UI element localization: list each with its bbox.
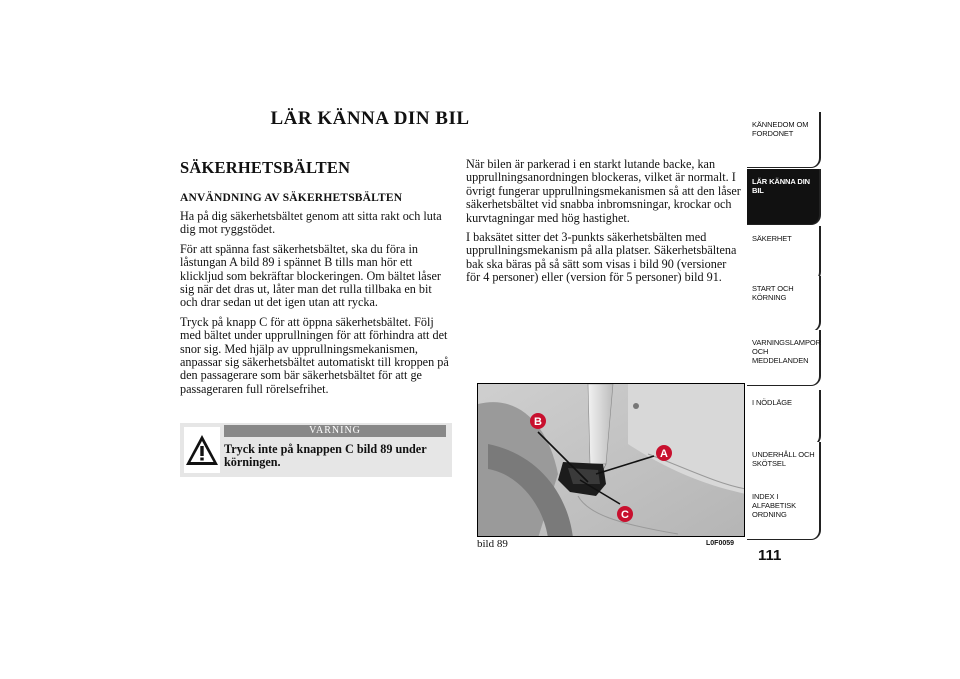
paragraph: I baksätet sitter det 3-punkts säkerhetsbälten med upprullningsmekanism på alla platser. Säkerhetsbältena bak ska bäras på så sätt som visas i bild 90 (versioner för 4 personer) eller (version för 5 personer) bild 91.: [466, 230, 737, 285]
callout-b: B: [534, 416, 542, 428]
tab-index[interactable]: INDEX I ALFABETISK ORDNING: [747, 484, 821, 540]
section-title: SÄKERHETSBÄLTEN: [180, 158, 351, 177]
tab-varningslampor[interactable]: VARNINGSLAMPOR OCH MEDDELANDEN: [747, 330, 821, 386]
warning-box: [180, 423, 452, 477]
paragraph: För att spänna fast säkerhetsbältet, ska du föra in låstungan A bild 89 i spännet B tills man hör ett klickljud som bekräftar blockeringen. Om bältet låser sig när det dras ut, låter man det rulla tillbaka en bit och drar sedan ut det igen utan att rycka.: [180, 241, 441, 310]
warning-triangle-icon: [184, 427, 220, 473]
left-column: [180, 158, 452, 402]
page-title: LÄR KÄNNA DIN BIL: [270, 108, 470, 129]
warning-text: Tryck inte på knappen C bild 89 under körningen.: [224, 442, 427, 470]
tab-start-och-korning[interactable]: START OCH KÖRNING: [747, 276, 821, 332]
tab-lar-kanna-din-bil[interactable]: LÄR KÄNNA DIN BIL: [747, 169, 821, 225]
figure-code: L0F0059: [706, 540, 735, 547]
paragraph: Tryck på knapp C för att öppna säkerhetsbältet. Följ med bältet under upprullningen för att förhindra att det snor sig. Med hjälp av upprullningsmekanismen, anpassar sig säkerhetsbältet automatiskt till kroppen på den passagerare som bär säkerhetsbältet för att ge passageraren full rörelsefrihet.: [180, 314, 449, 396]
page-number: 111: [758, 547, 782, 564]
warning-heading: VARNING: [224, 425, 446, 437]
tab-underhall[interactable]: UNDERHÅLL OCH SKÖTSEL: [747, 442, 821, 498]
sub-title: ANVÄNDNING AV SÄKERHETSBÄLTEN: [180, 192, 403, 204]
paragraph: När bilen är parkerad i en starkt lutande backe, kan upprullningsanordningen blockeras, vilket är normalt. I övrigt fungerar upprullningsmekanismen så att den låser säkerhetsbältet vid snabba inbromsningar, krockar och kurvtagningar med hög hastighet.: [466, 157, 741, 225]
paragraph: Ha på dig säkerhetsbältet genom att sitta rakt och luta dig mot ryggstödet.: [180, 209, 442, 237]
tab-kannedom[interactable]: KÄNNEDOM OM FORDONET: [747, 112, 821, 168]
tab-sakerhet[interactable]: SÄKERHET: [747, 226, 821, 282]
seatbelt-illustration: [477, 383, 745, 537]
callout-a: A: [660, 448, 668, 460]
figure-caption: bild 89: [477, 538, 508, 550]
right-column: [466, 158, 742, 291]
tab-i-nodlage[interactable]: I NÖDLÄGE: [747, 390, 821, 446]
callout-c: C: [621, 509, 629, 521]
